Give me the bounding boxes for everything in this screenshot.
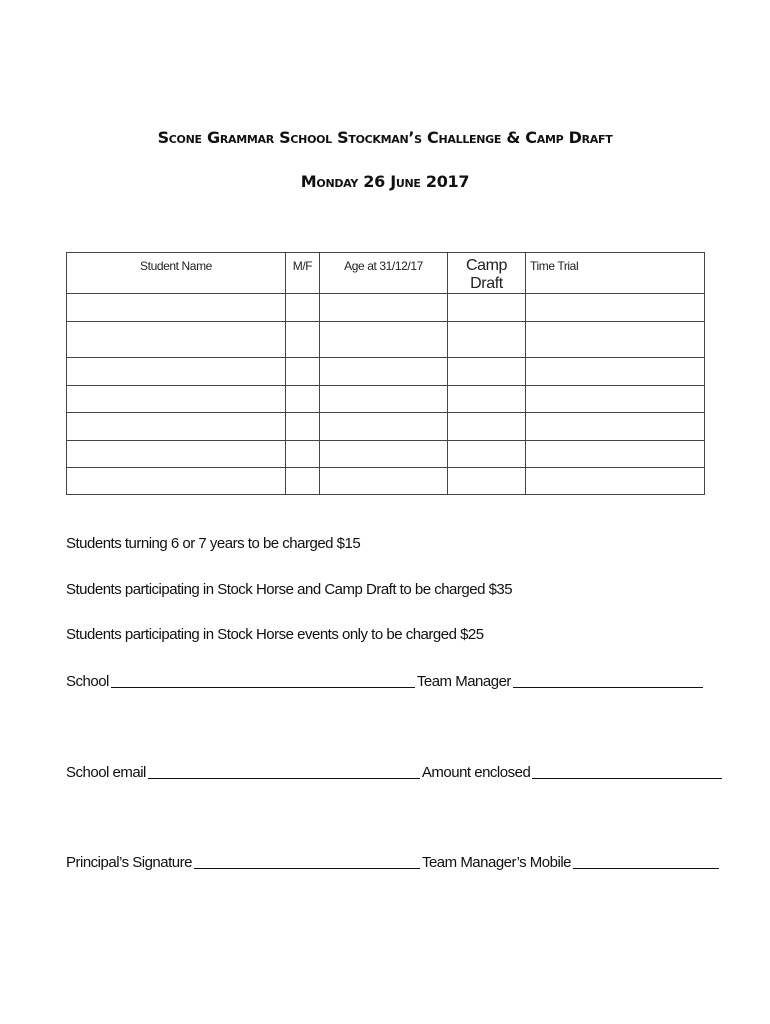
header-gender: M/F — [286, 253, 320, 294]
cell-time-trial[interactable] — [526, 413, 705, 441]
cell-student-name[interactable] — [67, 441, 286, 468]
fee-note-age: Students turning 6 or 7 years to be charged $15 — [66, 535, 361, 552]
table-row — [67, 441, 705, 468]
table-row — [67, 386, 705, 413]
team-manager-mobile-label: Team Manager’s Mobile — [421, 854, 571, 871]
cell-gender[interactable] — [286, 413, 320, 441]
table-header-row — [67, 253, 705, 294]
school-row — [66, 671, 705, 690]
principal-signature-field[interactable] — [194, 852, 420, 869]
cell-time-trial[interactable] — [526, 294, 705, 322]
event-date: Monday 26 June 2017 — [300, 172, 470, 191]
cell-gender[interactable] — [286, 358, 320, 386]
cell-time-trial[interactable] — [526, 386, 705, 413]
cell-age[interactable] — [320, 468, 448, 495]
table-row — [67, 358, 705, 386]
cell-student-name[interactable] — [67, 386, 286, 413]
table-body — [67, 294, 705, 495]
cell-gender[interactable] — [286, 468, 320, 495]
cell-age[interactable] — [320, 441, 448, 468]
cell-age[interactable] — [320, 294, 448, 322]
cell-camp-draft[interactable] — [448, 386, 526, 413]
header-time-trial: Time Trial — [526, 253, 705, 294]
cell-student-name[interactable] — [67, 468, 286, 495]
school-email-field[interactable] — [148, 762, 420, 779]
cell-student-name[interactable] — [67, 358, 286, 386]
header-age: Age at 31/12/17 — [320, 253, 448, 294]
cell-gender[interactable] — [286, 441, 320, 468]
table-row — [67, 413, 705, 441]
fee-note-stock-horse-camp-draft: Students participating in Stock Horse and Camp Draft to be charged $35 — [66, 581, 513, 598]
school-email-label: School email — [66, 764, 146, 781]
cell-gender[interactable] — [286, 322, 320, 358]
cell-camp-draft[interactable] — [448, 294, 526, 322]
email-row — [66, 762, 724, 781]
cell-age[interactable] — [320, 386, 448, 413]
cell-camp-draft[interactable] — [448, 441, 526, 468]
amount-enclosed-field[interactable] — [532, 762, 722, 779]
fee-note-stock-horse-only: Students participating in Stock Horse events only to be charged $25 — [66, 626, 484, 643]
team-manager-label: Team Manager — [416, 673, 511, 690]
cell-age[interactable] — [320, 358, 448, 386]
cell-time-trial[interactable] — [526, 441, 705, 468]
cell-age[interactable] — [320, 322, 448, 358]
school-label: School — [66, 673, 109, 690]
cell-age[interactable] — [320, 413, 448, 441]
cell-camp-draft[interactable] — [448, 468, 526, 495]
cell-gender[interactable] — [286, 294, 320, 322]
form-title: Scone Grammar School Stockman’s Challenge & Camp Draft — [157, 128, 613, 147]
cell-time-trial[interactable] — [526, 322, 705, 358]
cell-student-name[interactable] — [67, 294, 286, 322]
table-row — [67, 468, 705, 495]
cell-camp-draft[interactable] — [448, 413, 526, 441]
table-row — [67, 294, 705, 322]
cell-student-name[interactable] — [67, 413, 286, 441]
header-camp-draft: Camp Draft — [448, 253, 526, 294]
principal-row — [66, 852, 721, 871]
table-row — [67, 322, 705, 358]
cell-time-trial[interactable] — [526, 358, 705, 386]
principal-signature-label: Principal’s Signature — [66, 854, 192, 871]
cell-time-trial[interactable] — [526, 468, 705, 495]
amount-enclosed-label: Amount enclosed — [421, 764, 531, 781]
student-entry-table — [66, 252, 705, 495]
cell-student-name[interactable] — [67, 322, 286, 358]
cell-camp-draft[interactable] — [448, 358, 526, 386]
header-student-name: Student Name — [67, 253, 286, 294]
cell-gender[interactable] — [286, 386, 320, 413]
school-field[interactable] — [111, 671, 415, 688]
cell-camp-draft[interactable] — [448, 322, 526, 358]
team-manager-field[interactable] — [513, 671, 703, 688]
team-manager-mobile-field[interactable] — [573, 852, 719, 869]
